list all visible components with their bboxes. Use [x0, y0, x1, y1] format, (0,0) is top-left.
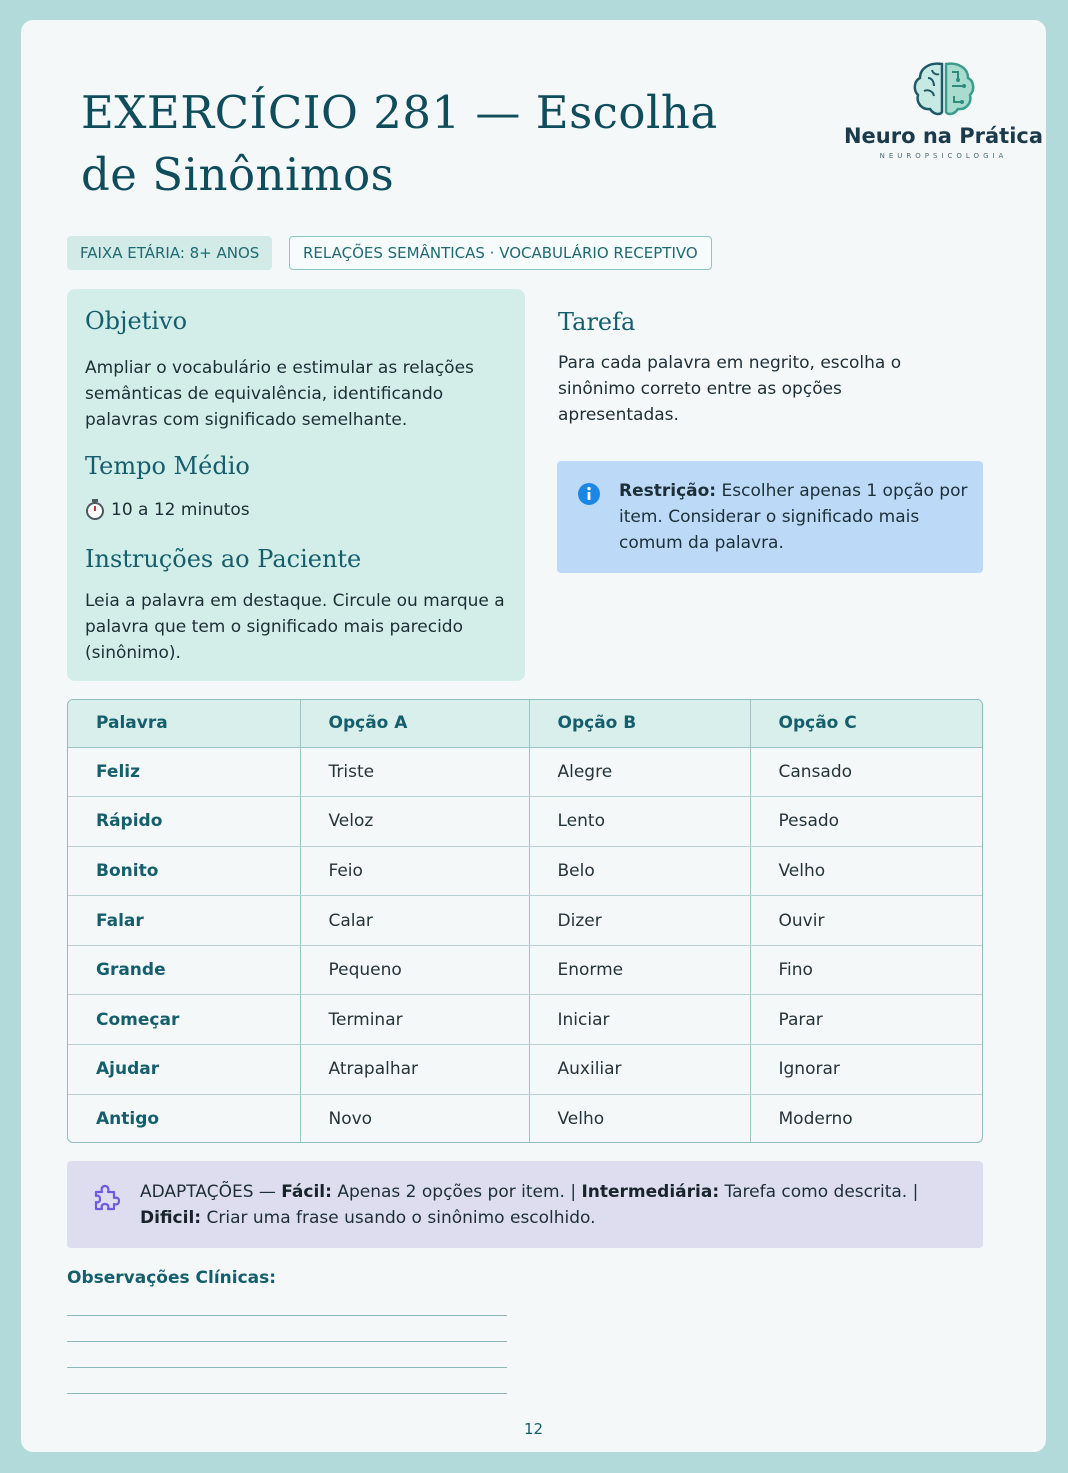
option-b[interactable]: Auxiliar	[529, 1045, 750, 1095]
adapt-facil-text: Apenas 2 opções por item. |	[331, 1182, 582, 1202]
restricao-body: Escolher apenas 1 opção por item. Considerar o significado mais comum da palavra.	[619, 481, 968, 553]
table-row	[68, 896, 982, 946]
objetivo-text: Ampliar o vocabulário e estimular as relações semânticas de equivalência, identificando palavras com significado semelhante.	[85, 358, 474, 430]
logo-subtitle: NEUROPSICOLOGIA	[879, 152, 1008, 160]
objetivo-title: Objetivo	[85, 307, 188, 335]
restricao-label: Restrição:	[619, 481, 717, 501]
tarefa-title: Tarefa	[558, 308, 636, 336]
option-b[interactable]: Dizer	[529, 896, 750, 946]
tempo-title: Tempo Médio	[85, 452, 250, 480]
target-word: Feliz	[68, 747, 300, 797]
option-a[interactable]: Pequeno	[300, 945, 529, 995]
target-word: Começar	[68, 995, 300, 1045]
adapt-inter-text: Tarefa como descrita. |	[719, 1182, 919, 1202]
option-b[interactable]: Alegre	[529, 747, 750, 797]
option-b[interactable]: Belo	[529, 846, 750, 896]
observation-line[interactable]	[67, 1393, 507, 1394]
info-icon	[577, 482, 601, 506]
table-row	[68, 797, 982, 847]
option-c[interactable]: Ignorar	[750, 1045, 982, 1095]
instrucoes-title: Instruções ao Paciente	[85, 545, 362, 573]
observacoes-title: Observações Clínicas:	[67, 1268, 277, 1288]
option-c[interactable]: Parar	[750, 995, 982, 1045]
brain-icon	[908, 58, 980, 120]
target-word: Bonito	[68, 846, 300, 896]
table-row	[68, 945, 982, 995]
option-a[interactable]: Veloz	[300, 797, 529, 847]
puzzle-icon	[92, 1183, 120, 1211]
option-c[interactable]: Cansado	[750, 747, 982, 797]
logo-name: Neuro na Prática	[843, 124, 1044, 148]
restricao-callout	[557, 461, 983, 573]
option-b[interactable]: Enorme	[529, 945, 750, 995]
table-row	[68, 1045, 982, 1095]
adapt-dificil-text: Criar uma frase usando o sinônimo escolhido.	[201, 1208, 596, 1228]
target-word: Grande	[68, 945, 300, 995]
tarefa-text: Para cada palavra em negrito, escolha o sinônimo correto entre as opções apresentadas.	[558, 353, 902, 425]
option-c[interactable]: Moderno	[778, 1109, 853, 1130]
adapt-facil-label: Fácil:	[281, 1182, 332, 1202]
observation-line[interactable]	[67, 1341, 507, 1342]
header-opcao-a: Opção A	[300, 700, 529, 747]
stopwatch-icon	[85, 499, 105, 521]
logo	[836, 58, 1051, 160]
option-c[interactable]: Fino	[750, 945, 982, 995]
table-row	[68, 1094, 982, 1143]
option-b[interactable]: Velho	[529, 1094, 750, 1143]
category-badge: RELAÇÕES SEMÂNTICAS · VOCABULÁRIO RECEPTIVO	[289, 236, 712, 270]
info-panel	[67, 289, 525, 681]
target-word: Rápido	[68, 797, 300, 847]
header-opcao-c: Opção C	[750, 700, 982, 747]
option-a[interactable]: Atrapalhar	[300, 1045, 529, 1095]
page-title: EXERCÍCIO 281 — Escolha de Sinônimos	[81, 86, 718, 201]
option-c[interactable]: Pesado	[750, 797, 982, 847]
target-word: Antigo	[68, 1094, 300, 1143]
option-b[interactable]: Iniciar	[529, 995, 750, 1045]
header-palavra: Palavra	[68, 700, 300, 747]
age-badge: FAIXA ETÁRIA: 8+ ANOS	[67, 236, 272, 270]
tempo-row	[85, 497, 250, 523]
adaptacoes-callout	[67, 1161, 983, 1248]
instrucoes-text: Leia a palavra em destaque. Circule ou marque a palavra que tem o significado mais parecido (sinônimo).	[85, 591, 505, 663]
table-row	[68, 747, 982, 797]
option-a[interactable]: Novo	[300, 1094, 529, 1143]
option-c[interactable]: Ouvir	[750, 896, 982, 946]
option-a[interactable]: Feio	[300, 846, 529, 896]
tempo-text: 10 a 12 minutos	[111, 500, 250, 520]
target-word: Ajudar	[68, 1045, 300, 1095]
adapt-dificil-label: Dificil:	[140, 1208, 202, 1228]
adapt-inter-label: Intermediária:	[581, 1182, 720, 1202]
worksheet-page	[21, 20, 1046, 1452]
target-word: Falar	[68, 896, 300, 946]
adaptacoes-text	[140, 1179, 940, 1231]
option-b[interactable]: Lento	[529, 797, 750, 847]
option-a[interactable]: Terminar	[300, 995, 529, 1045]
table-header-row	[68, 700, 982, 747]
synonyms-table	[67, 699, 983, 1143]
restricao-text	[619, 478, 969, 556]
table-row	[68, 846, 982, 896]
observation-line[interactable]	[67, 1367, 507, 1368]
option-a[interactable]: Calar	[300, 896, 529, 946]
page-number: 12	[523, 1420, 544, 1438]
option-c[interactable]: Velho	[750, 846, 982, 896]
observation-line[interactable]	[67, 1315, 507, 1316]
table-row	[68, 995, 982, 1045]
adapt-prefix: ADAPTAÇÕES —	[140, 1182, 282, 1202]
header-opcao-b: Opção B	[529, 700, 750, 747]
option-a[interactable]: Triste	[300, 747, 529, 797]
